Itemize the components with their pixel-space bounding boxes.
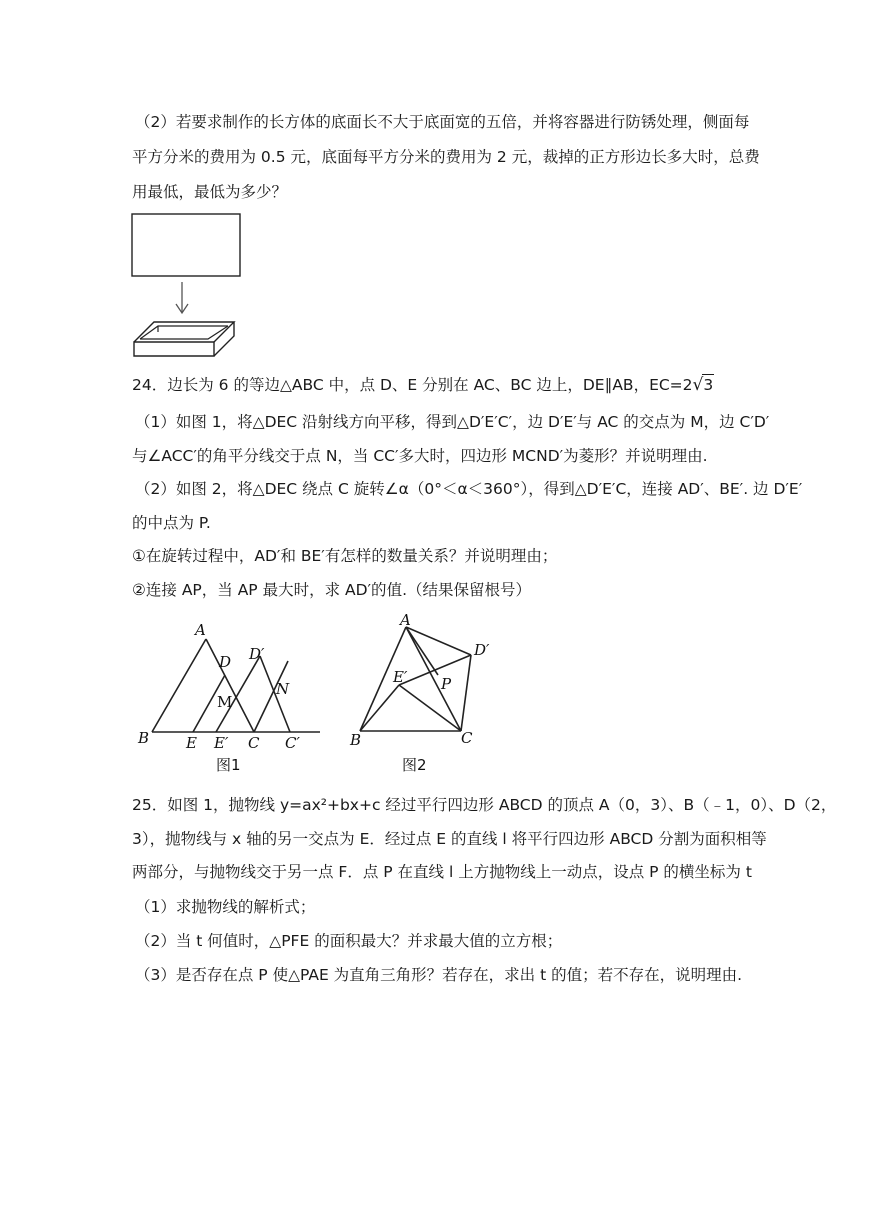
fig1-caption: 图1 — [216, 756, 241, 774]
box-inner — [140, 326, 228, 339]
label-Ep: E′ — [214, 734, 229, 752]
q24-part1-line1: （1）如图 1，将△DEC 沿射线方向平移，得到△D′E′C′，边 D′E′与 AC 的交点为 M，边 C′D′ — [135, 413, 770, 431]
label-B: B — [138, 729, 150, 747]
q24-part2-line2: 的中点为 P. — [132, 514, 211, 532]
q23-part2-line1: （2）若要求制作的长方体的底面长不大于底面宽的五倍，并将容器进行防锈处理，侧面每 — [135, 113, 750, 131]
label-Dp: D′ — [249, 645, 265, 663]
sqrt-sign: √ — [692, 375, 704, 395]
label-M: M — [217, 693, 233, 711]
label-C: C — [461, 729, 473, 747]
label-B: B — [350, 731, 362, 749]
fig2-caption: 图2 — [402, 756, 427, 774]
label-C: C — [248, 734, 260, 752]
figure-2 — [340, 611, 500, 775]
box-diagram — [128, 210, 248, 362]
label-Cp: C′ — [285, 734, 300, 752]
box-inner-floor — [140, 326, 228, 339]
edge-EpC — [399, 685, 461, 731]
q24-part2-line1: （2）如图 2，将△DEC 绕点 C 旋转∠α（0°＜α＜360°），得到△D′E′C，连接 AD′、BE′. 边 D′E′ — [135, 480, 803, 498]
q25-part1: （1）求抛物线的解析式； — [135, 898, 316, 916]
label-Dp: D′ — [474, 641, 490, 659]
q23-part2-line3: 用最低，最低为多少？ — [132, 183, 288, 201]
q24-stem-text: 24．边长为 6 的等边△ABC 中，点 D、E 分别在 AC、BC 边上，DE∥AB，EC=2 — [132, 376, 693, 394]
q25-line1: 25．如图 1，抛物线 y=ax²+bx+c 经过平行四边形 ABCD 的顶点 A（0，3）、B（﹣1，0）、D（2， — [132, 796, 837, 814]
edge-DpC — [461, 655, 471, 731]
q25-line2: 3），抛物线与 x 轴的另一交点为 E．经过点 E 的直线 l 将平行四边形 ABCD 分割为面积相等 — [132, 830, 767, 848]
label-A: A — [195, 621, 206, 639]
q24-sub1: ①在旋转过程中，AD′和 BE′有怎样的数量关系？并说明理由； — [132, 547, 558, 565]
label-D: D — [219, 653, 232, 671]
edge-BEp — [360, 685, 399, 731]
edge-BA — [152, 639, 206, 732]
label-N: N — [276, 680, 290, 698]
q23-part2-line2: 平方分米的费用为 0.5 元，底面每平方分米的费用为 2 元，裁掉的正方形边长多大时，总费 — [132, 148, 760, 166]
label-E: E — [186, 734, 197, 752]
q25-line3: 两部分，与抛物线交于另一点 F．点 P 在直线 l 上方抛物线上一动点，设点 P 的横坐标为 t — [132, 863, 752, 881]
figure-1 — [128, 615, 328, 775]
box-front — [134, 342, 214, 356]
label-P: P — [441, 675, 452, 693]
sheet-rect — [132, 214, 240, 276]
label-Ep: E′ — [393, 668, 408, 686]
q24-part1-line2: 与∠ACC′的角平分线交于点 N，当 CC′多大时，四边形 MCND′为菱形？并说明理由. — [132, 447, 708, 465]
label-A: A — [400, 611, 411, 629]
q25-part3: （3）是否存在点 P 使△PAE 为直角三角形？若存在，求出 t 的值；若不存在，说明理由. — [135, 966, 743, 984]
q24-sub2: ②连接 AP，当 AP 最大时，求 AD′的值.（结果保留根号） — [132, 581, 531, 599]
sqrt-radicand: 3 — [703, 376, 714, 394]
q25-part2: （2）当 t 何值时，△PFE 的面积最大？并求最大值的立方根； — [135, 932, 563, 950]
q24-stem — [132, 374, 714, 395]
